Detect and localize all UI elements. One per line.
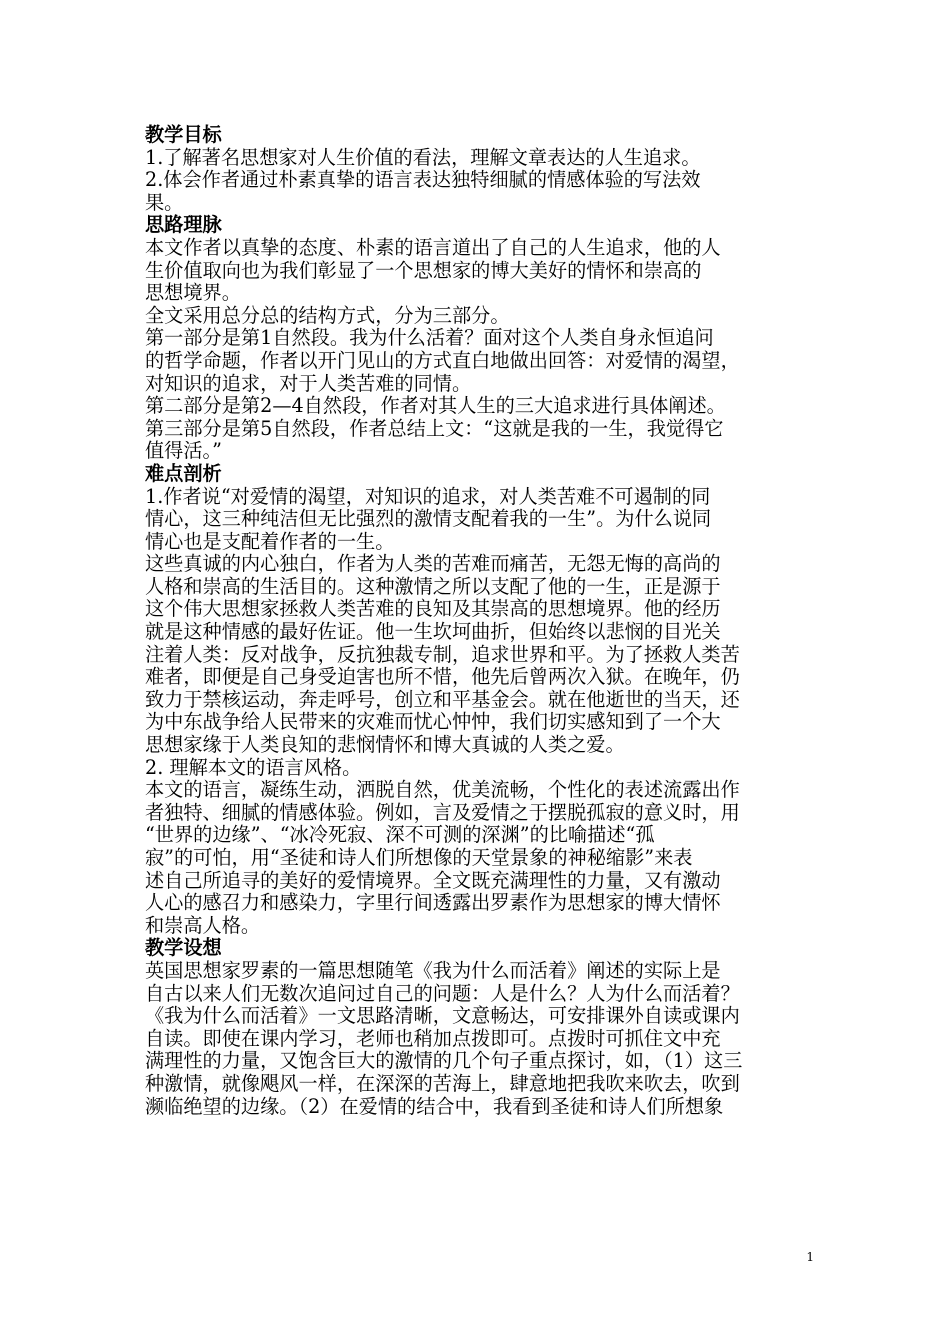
text-line: 为中东战争给人民带来的灾难而忧心忡忡，我们切实感知到了一个大 <box>145 710 721 734</box>
text-line: 种激情，就像飓风一样，在深深的苦海上，肆意地把我吹来吹去，吹到 <box>145 1071 740 1095</box>
text-line: 2.体会作者通过朴素真挚的语言表达独特细腻的情感体验的写法效 <box>145 168 701 192</box>
text-line: 1.了解著名思想家对人生价值的看法，理解文章表达的人生追求。 <box>145 145 701 169</box>
text-line: 述自己所追寻的美好的爱情境界。全文既充满理性的力量，又有激动 <box>145 868 721 892</box>
text-line: 2. 理解本文的语言风格。 <box>145 755 362 779</box>
text-line: 者独特、细腻的情感体验。例如，言及爱情之于摆脱孤寂的意义时，用 <box>145 800 740 824</box>
text-line: 注着人类：反对战争，反抗独裁专制，追求世界和平。为了拯救人类苦 <box>145 642 740 666</box>
text-line: “世界的边缘”、“冰冷死寂、深不可测的深渊”的比喻描述“孤 <box>145 823 655 847</box>
text-line: 濒临绝望的边缘。（2）在爱情的结合中，我看到圣徒和诗人们所想象 <box>145 1094 724 1118</box>
text-line: 满理性的力量，又饱含巨大的激情的几个句子重点探讨，如，（1）这三 <box>145 1049 743 1073</box>
text-line: 难者，即便是自己身受迫害也所不惜，他先后曾两次入狱。在晚年，仍 <box>145 665 740 689</box>
text-line: 情心也是支配着作者的一生。 <box>145 529 395 553</box>
text-line: 1.作者说“对爱情的渴望，对知识的追求，对人类苦难不可遏制的同 <box>145 484 711 508</box>
text-line: 情心，这三种纯洁但无比强烈的激情支配着我的一生”。为什么说同 <box>145 507 712 531</box>
text-line: 第三部分是第5自然段，作者总结上文：“这就是我的一生，我觉得它 <box>145 416 724 440</box>
document-body <box>145 124 810 1118</box>
text-line: 就是这种情感的最好佐证。他一生坎坷曲折，但始终以悲悯的目光关 <box>145 620 721 644</box>
text-line: 《我为什么而活着》一文思路清晰，文意畅达，可安排课外自读或课内 <box>145 1004 740 1028</box>
text-line: 致力于禁核运动，奔走呼号，创立和平基金会。就在他逝世的当天，还 <box>145 687 740 711</box>
text-line: 对知识的追求，对于人类苦难的同情。 <box>145 371 472 395</box>
text-line: 生价值取向也为我们彰显了一个思想家的博大美好的情怀和崇高的 <box>145 258 702 282</box>
text-line: 的哲学命题，作者以开门见山的方式直白地做出回答：对爱情的渴望， <box>145 348 740 372</box>
text-line: 自古以来人们无数次追问过自己的问题：人是什么？人为什么而活着？ <box>145 981 740 1005</box>
text-line: 人心的感召力和感染力，字里行间透露出罗素作为思想家的博大情怀 <box>145 891 721 915</box>
text-line: 本文的语言，凝练生动，洒脱自然，优美流畅，个性化的表述流露出作 <box>145 778 740 802</box>
text-line: 思想境界。 <box>145 281 241 305</box>
text-line: 寂”的可怕，用“圣徒和诗人们所想像的天堂景象的神秘缩影”来表 <box>145 846 693 869</box>
text-line: 自读。即使在课内学习，老师也稍加点拨即可。点拨时可抓住文中充 <box>145 1026 721 1050</box>
section-heading: 思路理脉 <box>145 213 222 237</box>
text-line: 这些真诚的内心独白，作者为人类的苦难而痛苦，无怨无悔的高尚的 <box>145 552 721 576</box>
text-line: 全文采用总分总的结构方式，分为三部分。 <box>145 303 510 327</box>
text-line: 思想家缘于人类良知的悲悯情怀和博大真诚的人类之爱。 <box>145 733 625 757</box>
text-line: 人格和崇高的生活目的。这种激情之所以支配了他的一生，正是源于 <box>145 574 721 598</box>
text-line: 这个伟大思想家拯救人类苦难的良知及其崇高的思想境界。他的经历 <box>145 597 721 621</box>
section-heading: 教学目标 <box>145 123 222 146</box>
text-line: 英国思想家罗素的一篇思想随笔《我为什么而活着》阐述的实际上是 <box>145 958 721 982</box>
page-number: 1 <box>806 1250 814 1264</box>
text-line: 第二部分是第2—4自然段，作者对其人生的三大追求进行具体阐述。 <box>145 394 726 418</box>
section-heading: 难点剖析 <box>145 461 222 485</box>
text-line: 本文作者以真挚的态度、朴素的语言道出了自己的人生追求，他的人 <box>145 235 721 259</box>
section-heading: 教学设想 <box>145 936 222 960</box>
text-line: 和崇高人格。 <box>145 913 261 937</box>
text-line: 值得活。” <box>145 439 222 463</box>
text-line: 果。 <box>145 190 184 214</box>
text-line: 第一部分是第1自然段。我为什么活着？面对这个人类自身永恒追问 <box>145 326 714 350</box>
